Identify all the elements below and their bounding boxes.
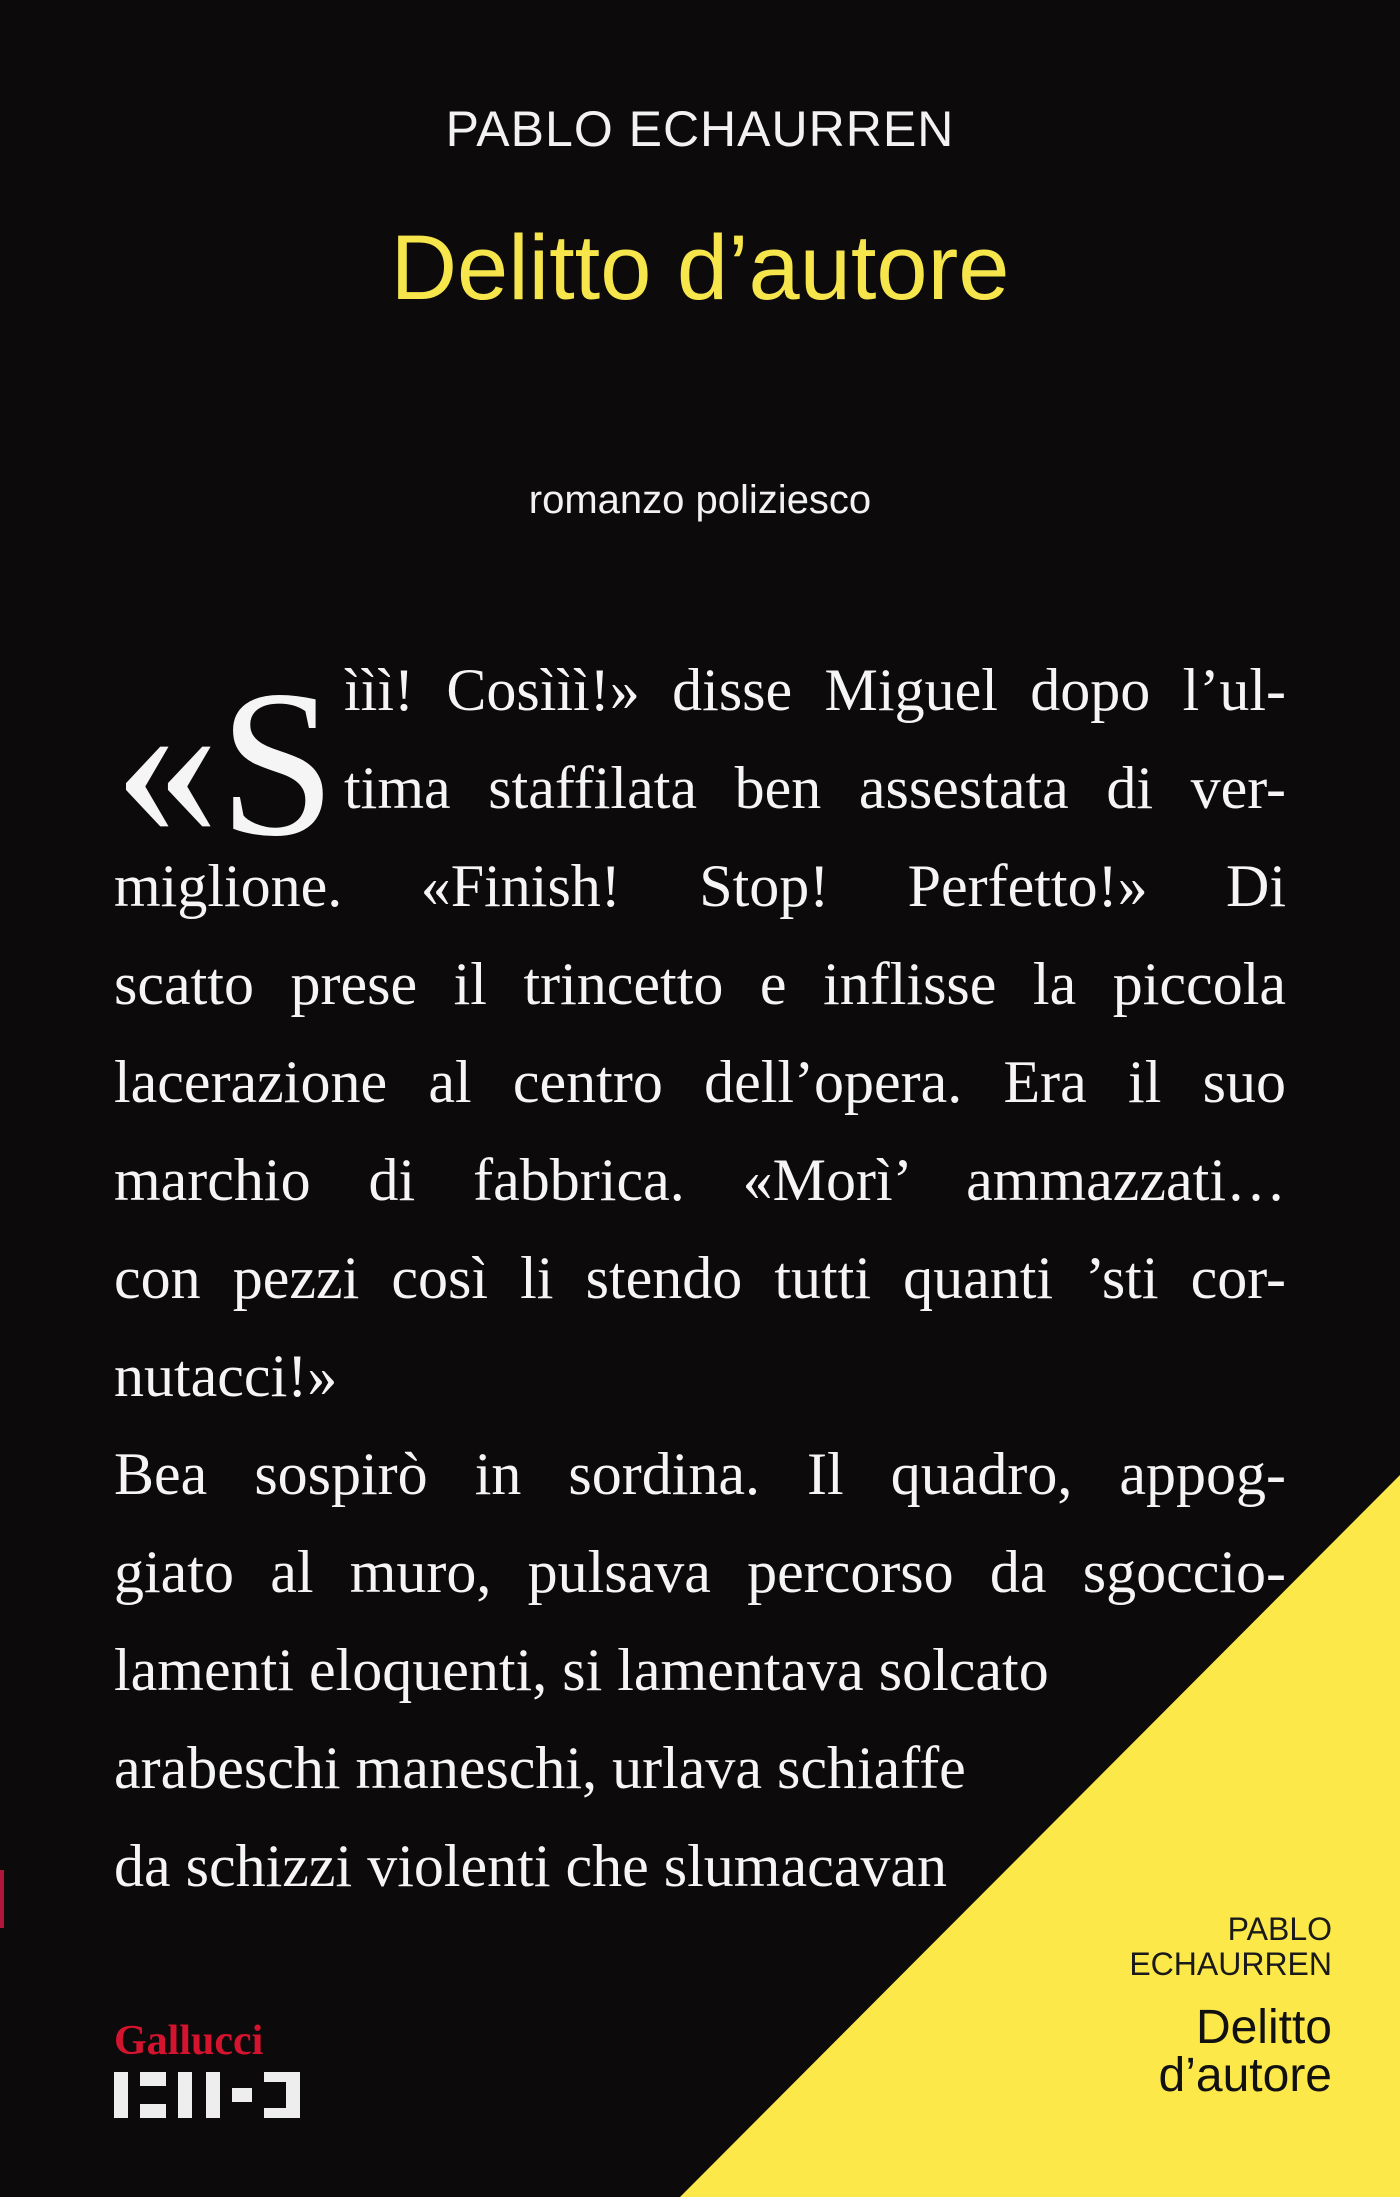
- excerpt-line: nutacci!»: [114, 1343, 338, 1409]
- publisher-bars-icon: [114, 2072, 304, 2118]
- excerpt-line: marchio di fabbrica. «Morì’ ammazzati…: [114, 1147, 1286, 1213]
- corner-author-line: PABLO: [1227, 1911, 1332, 1947]
- publisher-name: Gallucci: [114, 2018, 264, 2064]
- book-title: Delitto d’autore: [390, 217, 1010, 319]
- corner-title-line: Delitto: [1195, 2001, 1332, 2054]
- excerpt-line: ììì! Cosììì!» disse Miguel dopo l’ul-: [344, 657, 1286, 723]
- genre-label: romanzo poliziesco: [528, 478, 872, 522]
- excerpt-line: miglione. «Finish! Stop! Perfetto!» Di: [114, 853, 1286, 919]
- excerpt-line: da schizzi violenti che slumacavan: [114, 1833, 947, 1899]
- excerpt-line: giato al muro, pulsava percorso da sgoccio-: [114, 1539, 1286, 1605]
- corner-title: [1158, 2001, 1332, 2102]
- excerpt-line: lacerazione al centro dell’opera. Era il suo: [114, 1049, 1286, 1115]
- author-name: PABLO ECHAURREN: [445, 101, 955, 157]
- excerpt-line: lamenti eloquenti, si lamentava solcato: [114, 1637, 1049, 1703]
- publisher-logo: [114, 2020, 304, 2122]
- edge-mark: [0, 1870, 4, 1928]
- drop-cap: «S: [114, 648, 336, 880]
- excerpt-line: scatto prese il trincetto e inflisse la piccola: [114, 951, 1286, 1017]
- excerpt-line: arabeschi maneschi, urlava schiaffe: [114, 1735, 966, 1801]
- corner-title-line: d’autore: [1158, 2049, 1332, 2102]
- corner-author: [1129, 1912, 1332, 1982]
- corner-author-line: ECHAURREN: [1129, 1946, 1332, 1982]
- excerpt-line: tima staffilata ben assestata di ver-: [344, 755, 1286, 821]
- excerpt-line: Bea sospirò in sordina. Il quadro, appog-: [114, 1441, 1286, 1507]
- excerpt-line: con pezzi così li stendo tutti quanti ’sti cor-: [114, 1245, 1286, 1311]
